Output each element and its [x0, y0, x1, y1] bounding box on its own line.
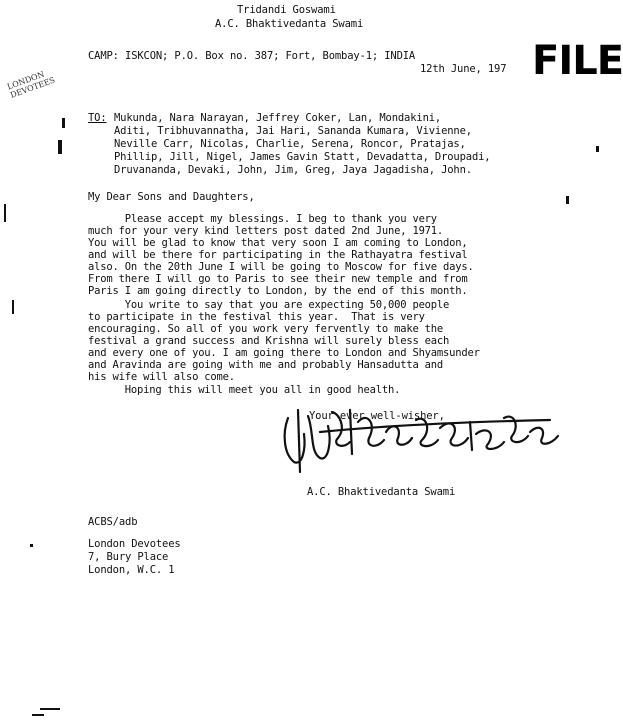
address-line: London, W.C. 1 — [88, 564, 175, 576]
to-label: TO: — [88, 112, 107, 124]
camp-address-line: CAMP: ISKCON; P.O. Box no. 387; Fort, Bombay-1; INDIA — [88, 50, 416, 62]
scan-mark — [596, 146, 599, 152]
scan-mark — [32, 714, 44, 716]
body-line: Please accept my blessings. I beg to thank you very — [88, 213, 437, 225]
scan-mark — [12, 300, 14, 314]
recipients-line: Phillip, Jill, Nigel, James Gavin Statt, Devadatta, Droupadi, — [114, 151, 491, 163]
recipients-line: Mukunda, Nara Narayan, Jeffrey Coker, Lan, Mondakini, — [114, 112, 442, 124]
scan-mark — [40, 708, 60, 710]
body-line: Hoping this will meet you all in good health. — [88, 384, 401, 396]
body-line: and will be there for participating in the Rathayatra festival — [88, 249, 468, 261]
letterhead-line-2: A.C. Bhaktivedanta Swami — [215, 18, 364, 30]
body-line: You write to say that you are expecting 50,000 people — [88, 299, 450, 311]
signature-name: A.C. Bhaktivedanta Swami — [307, 486, 456, 498]
body-line: Paris I am going directly to London, by the end of this month. — [88, 285, 468, 297]
file-stamp: FILE — [532, 38, 623, 84]
body-line: also. On the 20th June I will be going to Moscow for five days. — [88, 261, 474, 273]
body-line: You will be glad to know that very soon I am coming to London, — [88, 237, 468, 249]
letterhead-line-1: Tridandi Goswami — [237, 4, 336, 16]
letter-date: 12th June, 197 — [420, 63, 507, 75]
margin-handwritten-note: LONDON DEVOTEES — [6, 69, 57, 100]
closing: Your ever well-wisher, — [309, 410, 445, 422]
address-line: London Devotees — [88, 538, 181, 550]
scan-mark — [566, 196, 569, 204]
body-line: and every one of you. I am going there to London and Shyamsunder — [88, 347, 480, 359]
body-line: his wife will also come. — [88, 371, 235, 383]
recipients-line: Neville Carr, Nicolas, Charlie, Serena, Roncor, Pratajas, — [114, 138, 466, 150]
scan-mark — [58, 140, 62, 154]
scan-mark — [4, 204, 6, 222]
body-line: festival a grand success and Krishna will surely bless each — [88, 335, 450, 347]
salutation: My Dear Sons and Daughters, — [88, 191, 255, 203]
handwritten-signature — [280, 392, 572, 482]
address-line: 7, Bury Place — [88, 551, 169, 563]
body-line: to participate in the festival this year. That is very — [88, 311, 425, 323]
body-line: From there I will go to Paris to see their new temple and from — [88, 273, 468, 285]
scan-mark — [30, 544, 33, 547]
recipients-line: Aditi, Tribhuvannatha, Jai Hari, Sananda Kumara, Vivienne, — [114, 125, 472, 137]
recipients-line: Druvananda, Devaki, John, Jim, Greg, Jaya Jagadisha, John. — [114, 164, 472, 176]
reference-initials: ACBS/adb — [88, 516, 138, 528]
body-line: encouraging. So all of you work very fervently to make the — [88, 323, 444, 335]
body-line: and Aravinda are going with me and probably Hansadutta and — [88, 359, 444, 371]
scan-mark — [62, 118, 65, 128]
body-line: much for your very kind letters post dated 2nd June, 1971. — [88, 225, 444, 237]
